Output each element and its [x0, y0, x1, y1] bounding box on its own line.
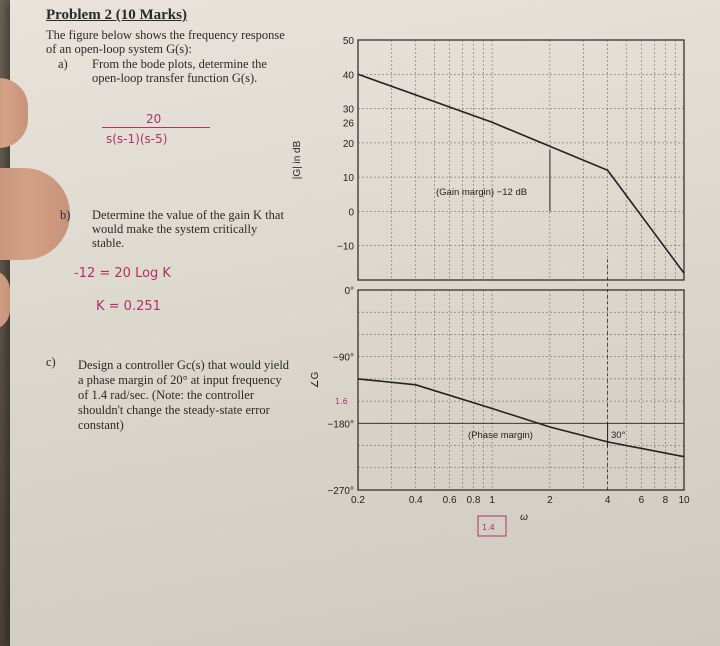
frequency-tick-label: 4	[604, 495, 611, 506]
phase-tick-label: −90°	[333, 352, 354, 364]
plot-grid	[358, 40, 684, 490]
part-c-label: c)	[46, 355, 56, 369]
magnitude-tick-label: 40	[342, 70, 354, 82]
frequency-tick-label: 6	[638, 495, 645, 506]
magnitude-frame	[358, 40, 684, 280]
part-a-text: From the bode plots, determine the open-loop transfer function G(s).	[92, 57, 267, 85]
part-c-text: Design a controller Gc(s) that would yield a phase margin of 20° at input frequency of 1.4 rad/sec. (Note: the controller shouldn't change the steady-state error constant)	[78, 358, 290, 432]
frequency-tick-label: 0.6	[442, 495, 457, 506]
frequency-tick-label: 0.4	[408, 495, 423, 506]
phase-tick-label: −270°	[327, 486, 354, 497]
phase-tick-label: 0°	[344, 286, 354, 297]
frequency-tick-labels	[351, 495, 690, 506]
magnitude-tick-label: 50	[342, 36, 354, 47]
phase-tick-labels	[327, 286, 354, 497]
magnitude-tick-label: 0	[348, 207, 354, 219]
magnitude-axis-label: |G| in dB	[292, 140, 303, 180]
phase-tick-label: −180°	[327, 419, 354, 431]
frequency-tick-label: 0.8	[466, 495, 481, 506]
phase-curve	[358, 379, 684, 457]
answer-b-line2: K = 0.251	[96, 299, 161, 314]
phase-margin-value: 30°	[611, 430, 626, 441]
frequency-tick-label: 8	[662, 495, 669, 506]
handwritten-omega-value: 1.4	[482, 523, 495, 532]
problem-intro: The figure below shows the frequency response of an open-loop system G(s):	[46, 28, 285, 56]
handwritten-note: 1.6	[335, 397, 348, 406]
problem-title: Problem 2 (10 Marks)	[46, 7, 187, 23]
part-a-label: a)	[58, 57, 68, 71]
answer-a-denominator: s(s-1)(s-5)	[106, 132, 168, 146]
phase-margin-label: (Phase margin)	[468, 430, 533, 441]
magnitude-tick-label: 26	[342, 118, 354, 130]
part-b-text: Determine the value of the gain K that would make the system critically stable.	[92, 208, 284, 250]
gain-margin-label: (Gain margin) −12 dB	[436, 187, 528, 198]
answer-a-numerator: 20	[146, 112, 162, 126]
part-b-label: b)	[60, 208, 71, 222]
magnitude-curve	[358, 74, 684, 273]
phase-frame	[358, 290, 684, 490]
magnitude-tick-label: 20	[342, 138, 354, 150]
magnitude-tick-labels	[337, 36, 354, 253]
phase-axis-label: ∠G	[310, 371, 321, 389]
frequency-tick-label: 2	[547, 495, 553, 506]
magnitude-tick-label: 10	[342, 173, 354, 185]
frequency-axis-label: ω	[520, 512, 528, 523]
frequency-tick-label: 10	[678, 495, 690, 506]
magnitude-tick-label: −10	[337, 241, 354, 253]
frequency-tick-label: 1	[489, 495, 495, 506]
frequency-tick-label: 0.2	[351, 495, 365, 506]
magnitude-tick-label: 30	[342, 104, 354, 116]
plot-curves	[358, 74, 684, 490]
answer-b-line1: -12 = 20 Log K	[74, 266, 171, 281]
